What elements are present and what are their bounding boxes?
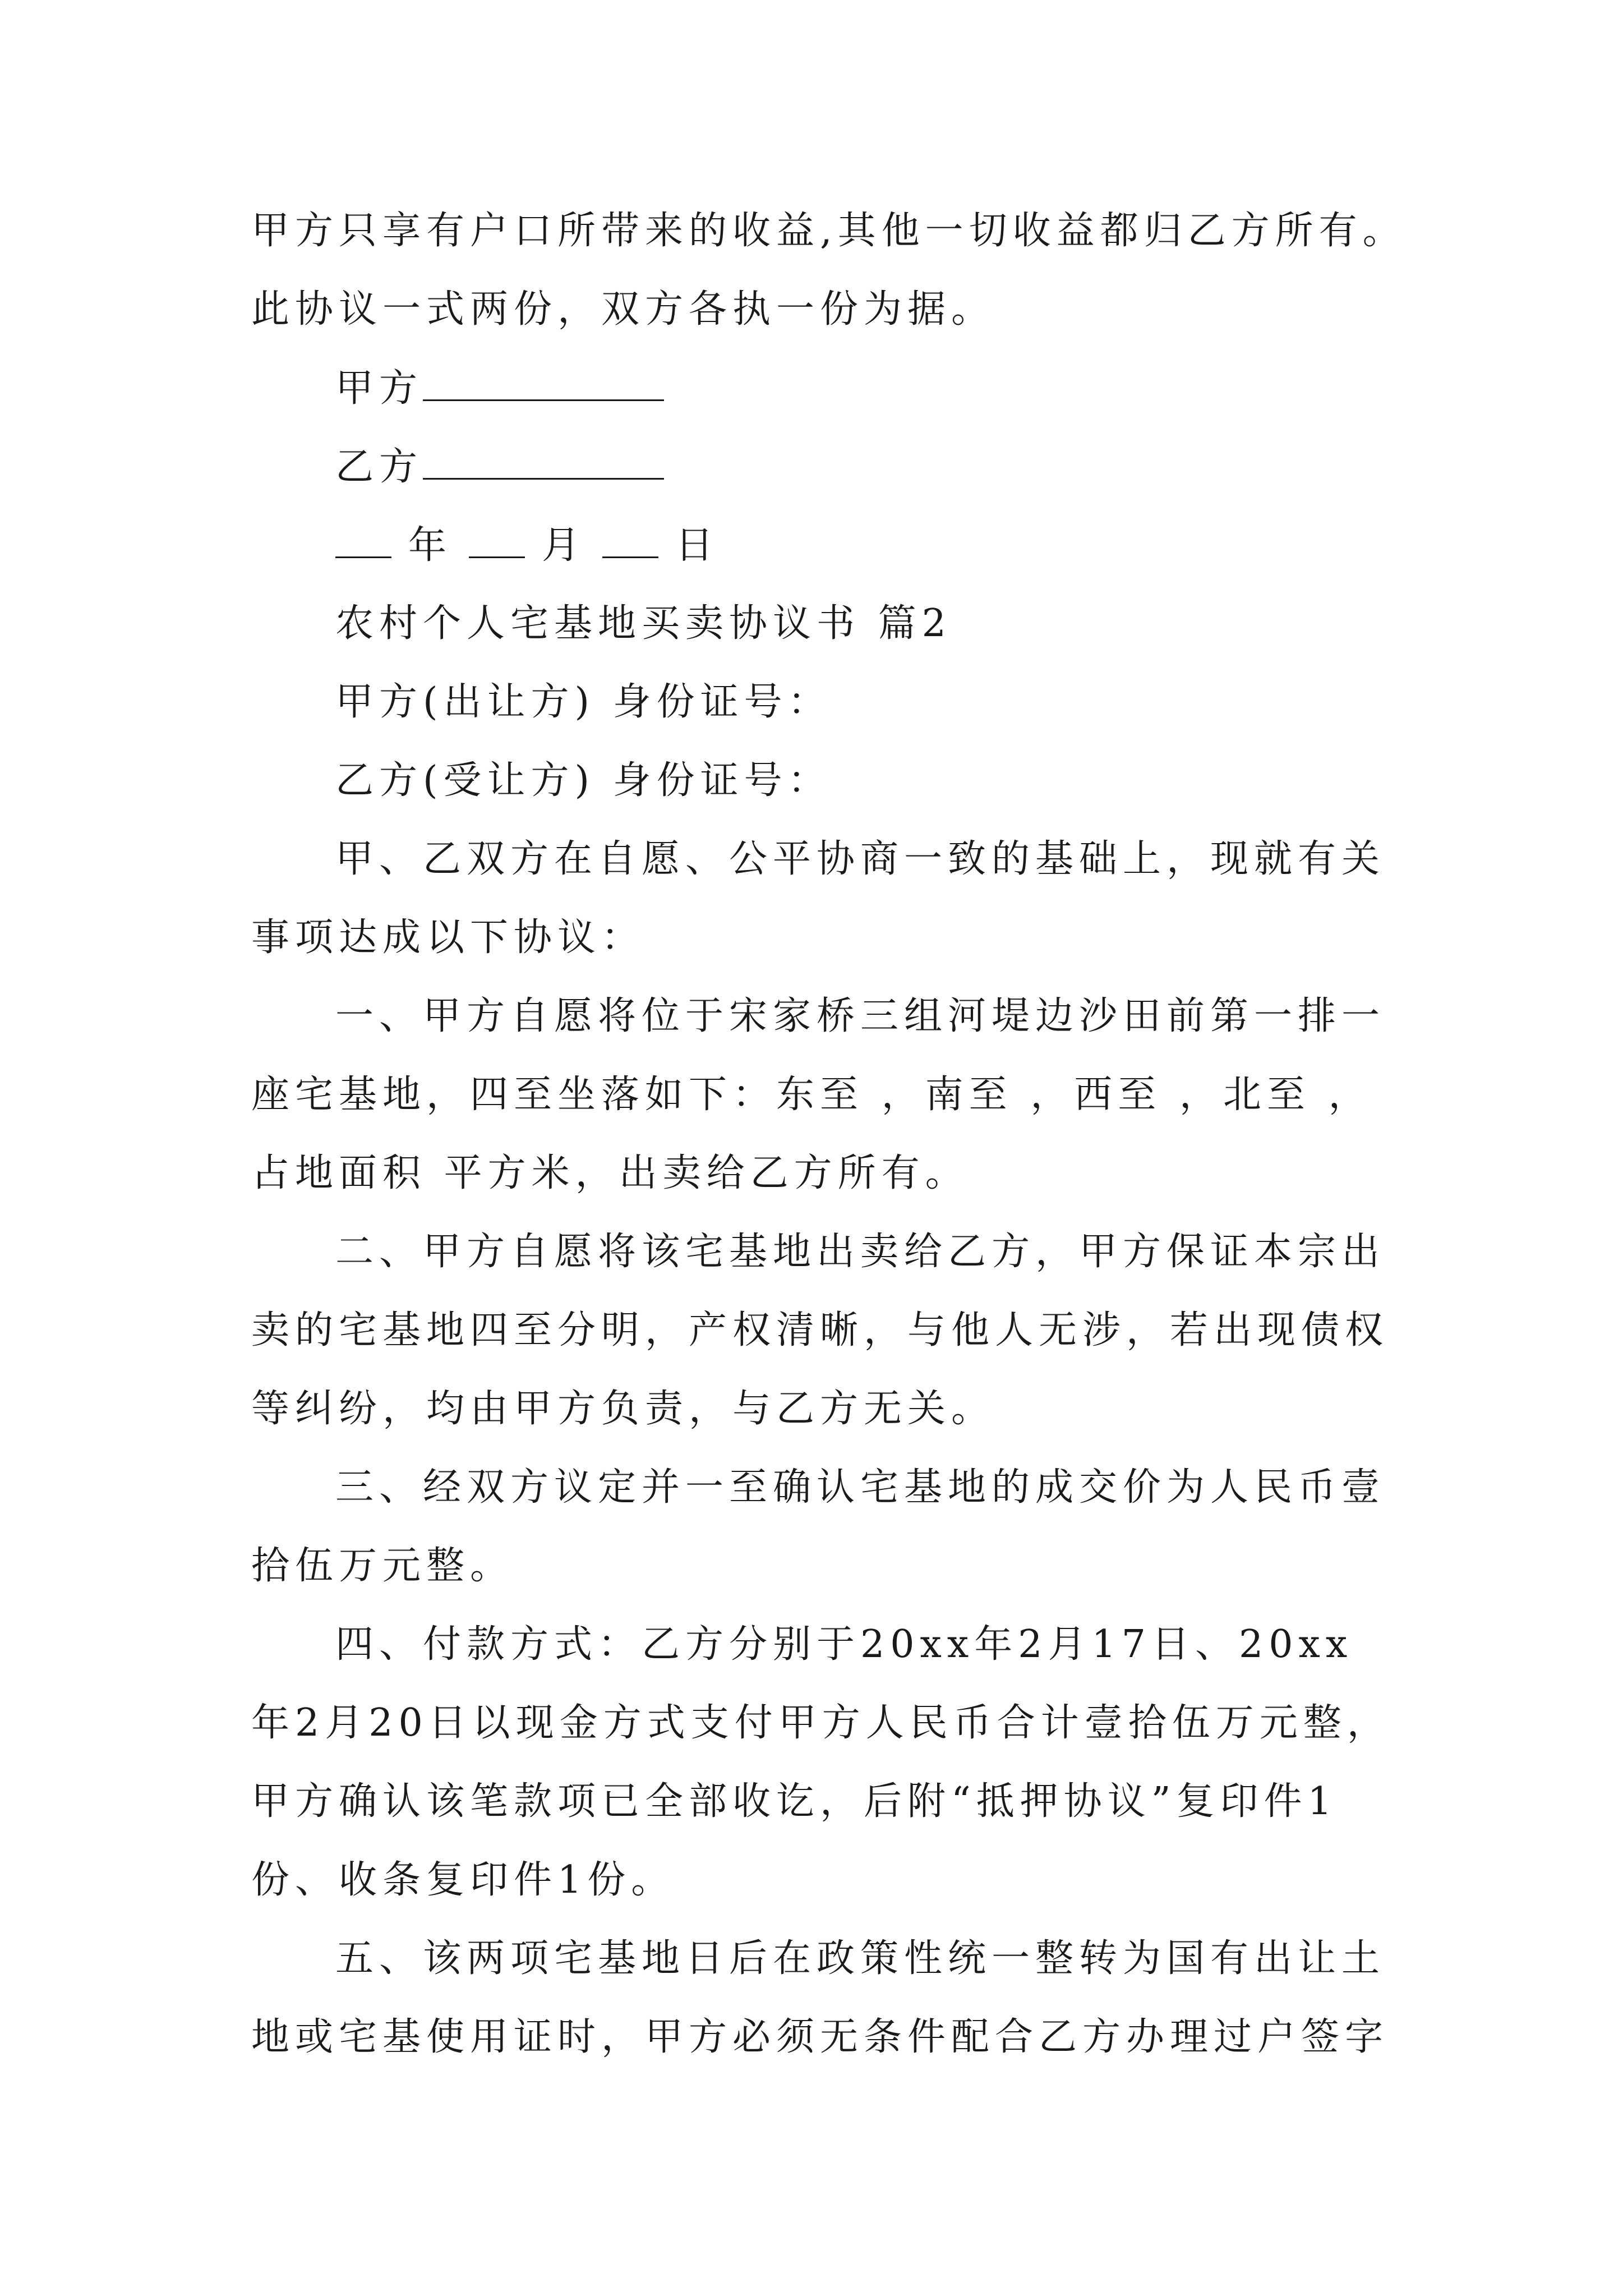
year-label: 年 bbox=[408, 523, 453, 568]
paragraph-line: 二、甲方自愿将该宅基地出卖给乙方，甲方保证本宗出 bbox=[335, 1230, 1386, 1274]
party-a-signature-line bbox=[335, 366, 1513, 411]
party-a-signature-blank bbox=[423, 366, 664, 401]
paragraph-line: 座宅基地，四至坐落如下：东至 ，南至 ，西至 ，北至 ， bbox=[251, 1073, 1372, 1117]
month-blank bbox=[469, 523, 525, 558]
paragraph-line: 年2月20日以现金方式支付甲方人民币合计壹拾伍万元整， bbox=[251, 1701, 1391, 1745]
paragraph-line: 三、经双方议定并一至确认宅基地的成交价为人民币壹 bbox=[335, 1465, 1386, 1510]
paragraph-line: 甲、乙双方在自愿、公平协商一致的基础上，现就有关 bbox=[335, 837, 1386, 881]
paragraph-line: 甲方确认该笔款项已全部收讫，后附“抵押协议”复印件1 bbox=[251, 1779, 1338, 1824]
paragraph-line: 此协议一式两份，双方各执一份为据。 bbox=[251, 287, 995, 332]
paragraph-line: 份、收条复印件1份。 bbox=[251, 1858, 675, 1902]
party-b-id-line: 乙方(受让方) 身份证号： bbox=[335, 758, 832, 803]
date-line bbox=[335, 523, 1513, 568]
party-b-label: 乙方 bbox=[335, 445, 423, 489]
year-blank bbox=[335, 523, 391, 558]
paragraph-line: 等纠纷，均由甲方负责，与乙方无关。 bbox=[251, 1387, 995, 1431]
party-a-id-line: 甲方(出让方) 身份证号： bbox=[335, 680, 832, 724]
day-blank bbox=[602, 523, 658, 558]
day-label: 日 bbox=[675, 523, 720, 568]
paragraph-line: 五、该两项宅基地日后在政策性统一整转为国有出让土 bbox=[335, 1936, 1386, 1981]
party-b-signature-blank bbox=[423, 444, 664, 480]
paragraph-line: 四、付款方式：乙方分别于20xx年2月17日、20xx bbox=[335, 1622, 1353, 1667]
paragraph-line: 卖的宅基地四至分明，产权清晰，与他人无涉，若出现债权 bbox=[251, 1308, 1389, 1352]
paragraph-line: 事项达成以下协议： bbox=[251, 915, 645, 960]
paragraph-line: 地或宅基使用证时，甲方必须无条件配合乙方办理过户签字 bbox=[251, 2015, 1389, 2059]
paragraph-line: 拾伍万元整。 bbox=[251, 1544, 514, 1588]
paragraph-line: 占地面积 平方米，出卖给乙方所有。 bbox=[251, 1151, 969, 1195]
party-a-label: 甲方 bbox=[335, 366, 423, 411]
paragraph-line: 甲方只享有户口所带来的收益,其他一切收益都归乙方所有。 bbox=[251, 209, 1407, 253]
paragraph-line: 一、甲方自愿将位于宋家桥三组河堤边沙田前第一排一 bbox=[335, 994, 1386, 1038]
party-b-signature-line bbox=[335, 444, 1513, 490]
month-label: 月 bbox=[542, 523, 586, 568]
section-title: 农村个人宅基地买卖协议书 篇2 bbox=[335, 601, 952, 646]
